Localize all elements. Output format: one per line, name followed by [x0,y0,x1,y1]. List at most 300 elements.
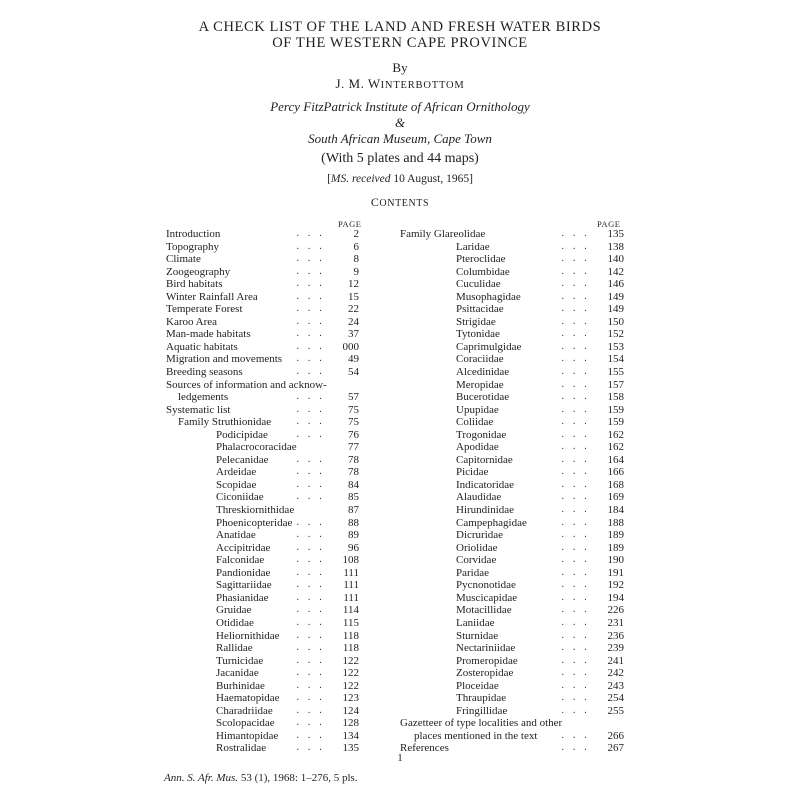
toc-entry-label: Temperate Forest [166,303,243,316]
toc-entry-label: Migration and movements [166,353,283,366]
toc-leader-dots: . . . [296,328,325,340]
toc-entry-page: 76 [348,428,359,441]
toc-entry [166,504,359,517]
toc-entry-page: 239 [607,642,624,655]
toc-leader-dots: . . . [561,616,590,628]
toc-leader-dots: . . . [296,679,325,691]
toc-leader-dots: . . . [561,265,590,277]
toc-entry [400,692,624,705]
toc-leader-dots: . . . [296,667,325,679]
toc-entry-label: Muscicapidae [456,591,518,604]
toc-entry-page: 111 [343,579,359,592]
toc-entry-page: 255 [607,704,624,717]
toc-leader-dots: . . . [296,366,325,378]
toc-entry-page: 000 [342,340,359,353]
toc-entry [166,730,359,743]
toc-entry [400,416,624,429]
toc-entry-label: Haematopidae [216,692,280,705]
toc-entry [166,667,359,680]
toc-entry-page: 190 [607,554,624,567]
toc-entry-label: Bucerotidae [456,391,510,404]
toc-entry-label: Sources of information and acknow- [166,378,327,391]
toc-entry-label: Laniidae [456,616,495,629]
toc-entry-label: References [400,742,449,755]
toc-entry [166,692,359,705]
toc-entry [166,554,359,567]
toc-entry-label: Pelecanidae [216,453,269,466]
toc-entry-page: 153 [607,340,624,353]
toc-entry [400,705,624,718]
toc-entry-page: 236 [607,629,624,642]
toc-leader-dots: . . . [561,541,590,553]
toc-entry-page: 149 [607,290,624,303]
toc-entry-label: Turnicidae [216,654,264,667]
toc-leader-dots: . . . [561,504,590,516]
toc-entry-page: 155 [607,366,624,379]
toc-entry-page: 162 [607,428,624,441]
toc-entry [166,680,359,693]
received-open-bracket: [ [327,173,331,185]
toc-entry [400,278,624,291]
toc-entry-label: Columbidae [456,265,510,278]
toc-leader-dots: . . . [296,403,325,415]
toc-leader-dots: . . . [561,554,590,566]
toc-leader-dots: . . . [296,541,325,553]
toc-entry-label: Capitornidae [456,453,513,466]
toc-entry [400,391,624,404]
toc-entry-label: Bird habitats [166,278,223,291]
toc-leader-dots: . . . [296,742,325,754]
toc-entry-page: 159 [607,403,624,416]
toc-entry [166,341,359,354]
toc-entry [166,479,359,492]
toc-entry-page: 2 [353,228,359,240]
article-title-line-2: OF THE WESTERN CAPE PROVINCE [272,35,528,51]
toc-entry [166,529,359,542]
toc-entry [400,542,624,555]
toc-entry-page: 84 [348,478,359,491]
toc-entry-label: Threskiornithidae [216,504,295,517]
toc-entry-page: 54 [348,366,359,379]
toc-entry [400,642,624,655]
toc-entry-label: Phalacrocoracidae [216,441,297,454]
author-surname-small-caps: INTERBOTTOM [380,80,465,91]
toc-leader-dots: . . . [561,403,590,415]
toc-entry-label: Scopidae [216,478,257,491]
manuscript-received-note [0,173,800,185]
toc-entry-page: 89 [348,529,359,542]
toc-entry-label: Zosteropidae [456,667,514,680]
toc-entry [400,253,624,266]
toc-entry [400,429,624,442]
toc-entry [400,479,624,492]
toc-leader-dots: . . . [561,228,590,239]
toc-entry-label: Introduction [166,228,221,240]
toc-entry [400,441,624,454]
toc-entry [166,717,359,730]
toc-left-column [166,228,359,755]
toc-entry [166,592,359,605]
toc-entry-page: 189 [607,541,624,554]
plates-maps-note: (With 5 plates and 44 maps) [321,151,479,166]
author-name [0,76,800,92]
toc-entry [166,491,359,504]
toc-entry [166,705,359,718]
toc-entry-label: Charadriidae [216,704,273,717]
toc-entry-label: Psittacidae [456,303,504,316]
toc-entry-label: Phasianidae [216,591,269,604]
toc-entry [166,291,359,304]
toc-entry-page: 123 [342,692,359,705]
toc-entry-page: 226 [607,604,624,617]
toc-entry-label: Campephagidae [456,516,527,529]
toc-entry-page: 231 [607,616,624,629]
toc-entry-page: 9 [353,265,359,278]
toc-entry [166,454,359,467]
toc-entry-page: 162 [607,441,624,454]
toc-entry-page: 267 [607,742,624,755]
toc-entry-label: Karoo Area [166,315,218,328]
toc-leader-dots: . . . [561,391,590,403]
toc-leader-dots: . . . [561,340,590,352]
toc-entry-label: Sagittariidae [216,579,272,592]
toc-leader-dots: . . . [296,340,325,352]
toc-leader-dots: . . . [296,516,325,528]
toc-entry-page: 122 [342,679,359,692]
toc-entry [166,542,359,555]
toc-entry-label: Pycnonotidae [456,579,516,592]
toc-leader-dots: . . . [296,478,325,490]
toc-entry-page: 118 [342,629,359,642]
toc-entry-label: Sturnidae [456,629,499,642]
toc-entry-label: Indicatoridae [456,478,515,491]
toc-entry [400,504,624,517]
toc-entry-page: 114 [342,604,359,617]
toc-leader-dots: . . . [561,366,590,378]
toc-leader-dots: . . . [296,491,325,503]
toc-entry-page: 146 [607,278,624,291]
toc-entry-page: 108 [342,554,359,567]
toc-entry-page: 140 [607,253,624,266]
toc-entry-page: 142 [607,265,624,278]
toc-entry-label: Scolopacidae [216,717,275,730]
toc-entry-label: Zoogeography [166,265,231,278]
toc-leader-dots: . . . [561,428,590,440]
toc-entry-label: ledgements [178,391,229,404]
toc-entry-label: Heliornithidae [216,629,280,642]
toc-entry-page: 134 [342,729,359,742]
toc-entry-label: Winter Rainfall Area [166,290,258,303]
toc-entry-page: 154 [607,353,624,366]
toc-leader-dots: . . . [561,729,590,741]
toc-entry-label: Coliidae [456,416,494,429]
toc-leader-dots: . . . [296,278,325,290]
toc-entry-label: Family Struthionidae [178,416,272,429]
toc-entry-page: 122 [342,654,359,667]
toc-leader-dots: . . . [561,303,590,315]
page-column-label-left: PAGE [338,219,362,229]
toc-entry-page: 111 [343,566,359,579]
toc-entry-page: 88 [348,516,359,529]
toc-entry [166,441,359,454]
toc-entry-page: 128 [342,717,359,730]
toc-entry-label: Topography [166,240,219,253]
toc-entry-label: Corvidae [456,554,497,567]
toc-entry [400,517,624,530]
toc-entry-page: 85 [348,491,359,504]
toc-entry-label: Gruidae [216,604,252,617]
toc-entry-page: 8 [353,253,359,266]
toc-leader-dots: . . . [561,290,590,302]
toc-leader-dots: . . . [296,717,325,729]
toc-entry [400,241,624,254]
toc-entry [400,617,624,630]
toc-entry [166,466,359,479]
toc-leader-dots: . . . [561,253,590,265]
toc-entry [400,592,624,605]
toc-leader-dots: . . . [296,228,325,239]
toc-entry-page: 115 [342,616,359,629]
toc-entry [400,316,624,329]
toc-entry-page: 138 [607,240,624,253]
toc-entry-label: Anatidae [216,529,256,542]
toc-entry [400,730,624,743]
toc-entry-page: 243 [607,679,624,692]
toc-entry-page: 111 [343,591,359,604]
toc-entry-label: Nectariniidae [456,642,516,655]
toc-leader-dots: . . . [561,654,590,666]
toc-leader-dots: . . . [561,478,590,490]
toc-entry-label: Ciconiidae [216,491,264,504]
toc-entry-label: Fringillidae [456,704,508,717]
toc-entry-label: places mentioned in the text [414,729,538,742]
toc-leader-dots: . . . [561,516,590,528]
toc-entry [166,241,359,254]
journal-name: Ann. S. Afr. Mus. [164,772,239,784]
toc-entry-label: Otididae [216,616,254,629]
page-folio-number: 1 [397,752,403,764]
toc-leader-dots: . . . [296,604,325,616]
toc-entry-page: 168 [607,478,624,491]
toc-leader-dots: . . . [561,315,590,327]
toc-entry-page: 57 [348,391,359,404]
toc-entry [400,554,624,567]
article-title-line-1: A CHECK LIST OF THE LAND AND FRESH WATER BIRDS [198,19,602,35]
toc-entry [400,328,624,341]
toc-leader-dots: . . . [296,529,325,541]
toc-entry [166,379,359,392]
institution-1: Percy FitzPatrick Institute of African Ornithology [270,99,530,114]
contents-heading-initial: C [370,195,380,209]
toc-leader-dots: . . . [296,729,325,741]
toc-entry [400,717,624,730]
toc-leader-dots: . . . [296,391,325,403]
toc-leader-dots: . . . [561,642,590,654]
toc-leader-dots: . . . [561,604,590,616]
toc-leader-dots: . . . [561,667,590,679]
received-label: MS. received [330,173,391,185]
toc-entry [400,604,624,617]
toc-entry-page: 191 [607,566,624,579]
toc-entry [400,353,624,366]
toc-entry-page: 75 [348,403,359,416]
toc-entry-page: 135 [342,742,359,755]
toc-leader-dots: . . . [296,303,325,315]
toc-entry [166,266,359,279]
toc-leader-dots: . . . [296,428,325,440]
toc-leader-dots: . . . [296,566,325,578]
toc-entry [166,655,359,668]
toc-entry-label: Dicruridae [456,529,504,542]
toc-entry-page: 78 [348,466,359,479]
toc-leader-dots: . . . [296,554,325,566]
toc-entry-page: 164 [607,453,624,466]
toc-entry-label: Picidae [456,466,489,479]
journal-volume-pages: 53 (1), 1968: 1–276, 5 pls. [238,772,358,784]
toc-entry-label: Thraupidae [456,692,507,705]
institution-ampersand: & [394,115,406,130]
toc-entry-page: 78 [348,453,359,466]
toc-entry-page: 158 [607,391,624,404]
toc-entry-page: 96 [348,541,359,554]
toc-entry [400,567,624,580]
toc-leader-dots: . . . [561,692,590,704]
toc-entry-label: Jacanidae [216,667,259,680]
byline-by: By [392,60,408,75]
toc-entry [166,328,359,341]
toc-entry [166,353,359,366]
toc-entry [400,680,624,693]
toc-entry-page: 192 [607,579,624,592]
toc-leader-dots: . . . [296,240,325,252]
toc-entry [166,303,359,316]
toc-entry [400,341,624,354]
toc-leader-dots: . . . [296,453,325,465]
toc-leader-dots: . . . [296,616,325,628]
toc-entry-label: Oriolidae [456,541,498,554]
toc-leader-dots: . . . [561,441,590,453]
toc-entry-page: 169 [607,491,624,504]
toc-leader-dots: . . . [561,742,590,754]
toc-entry-page: 189 [607,529,624,542]
received-date: 10 August, 1965] [390,173,473,185]
toc-entry-label: Burhinidae [216,679,265,692]
toc-entry-label: Rallidae [216,642,253,655]
toc-entry-label: Rostralidae [216,742,267,755]
toc-leader-dots: . . . [296,642,325,654]
toc-entry [166,617,359,630]
toc-entry-page: 135 [607,228,624,240]
toc-leader-dots: . . . [296,629,325,641]
toc-entry-page: 15 [348,290,359,303]
toc-leader-dots: . . . [296,416,325,428]
toc-entry [166,228,359,241]
toc-entry-page: 242 [607,667,624,680]
toc-entry-page: 266 [607,729,624,742]
toc-entry [166,316,359,329]
toc-entry-page: 149 [607,303,624,316]
toc-entry-page: 254 [607,692,624,705]
toc-leader-dots: . . . [296,654,325,666]
toc-entry-page: 37 [348,328,359,341]
toc-entry [166,429,359,442]
toc-leader-dots: . . . [561,453,590,465]
toc-leader-dots: . . . [296,290,325,302]
toc-entry [166,416,359,429]
toc-leader-dots: . . . [561,416,590,428]
toc-leader-dots: . . . [296,704,325,716]
contents-heading-rest: ONTENTS [379,198,430,209]
toc-leader-dots: . . . [296,265,325,277]
toc-entry [400,303,624,316]
toc-entry-label: Strigidae [456,315,496,328]
toc-entry-label: Alcedinidae [456,366,510,379]
toc-entry-page: 75 [348,416,359,429]
toc-entry-label: Musophagidae [456,290,521,303]
toc-entry [400,667,624,680]
toc-entry-label: Himantopidae [216,729,279,742]
toc-entry-label: Aquatic habitats [166,340,238,353]
toc-entry-page: 159 [607,416,624,429]
toc-entry-label: Breeding seasons [166,366,243,379]
toc-entry [166,404,359,417]
toc-entry-label: Alaudidae [456,491,502,504]
toc-entry [166,630,359,643]
toc-entry [400,266,624,279]
toc-entry-page: 6 [353,240,359,253]
toc-entry-page: 77 [348,441,359,454]
toc-entry-label: Coraciidae [456,353,504,366]
toc-leader-dots: . . . [296,353,325,365]
toc-entry-label: Caprimulgidae [456,340,522,353]
author-initials: J. M. W [335,76,381,91]
toc-entry-label: Man-made habitats [166,328,251,341]
toc-leader-dots: . . . [561,704,590,716]
toc-entry-label: Phoenicopteridae [216,516,293,529]
toc-entry [400,466,624,479]
toc-entry-page: 150 [607,315,624,328]
toc-entry-label: Promeropidae [456,654,518,667]
toc-entry-page: 12 [348,278,359,291]
toc-entry [400,491,624,504]
toc-entry-label: Cuculidae [456,278,501,291]
toc-entry-label: Motacillidae [456,604,512,617]
toc-leader-dots: . . . [561,240,590,252]
toc-entry [400,379,624,392]
toc-leader-dots: . . . [561,529,590,541]
institution-2: South African Museum, Cape Town [308,131,492,146]
toc-entry [400,529,624,542]
page-column-label-right: PAGE [597,219,621,229]
toc-leader-dots: . . . [561,591,590,603]
toc-leader-dots: . . . [561,566,590,578]
toc-entry-label: Accipitridae [216,541,271,554]
toc-entry-label: Trogonidae [456,428,507,441]
toc-entry [166,579,359,592]
toc-leader-dots: . . . [561,466,590,478]
toc-leader-dots: . . . [296,579,325,591]
toc-entry-page: 124 [342,704,359,717]
toc-entry-page: 118 [342,642,359,655]
toc-entry-label: Apodidae [456,441,499,454]
toc-entry-page: 122 [342,667,359,680]
toc-entry-page: 166 [607,466,624,479]
toc-entry [166,253,359,266]
toc-entry [166,366,359,379]
toc-entry [400,630,624,643]
toc-entry [400,366,624,379]
toc-entry [400,228,624,241]
